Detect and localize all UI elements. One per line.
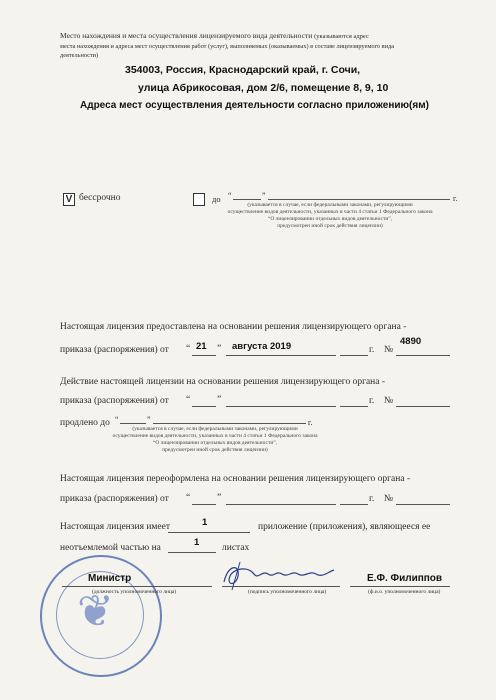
signer-position: Министр	[88, 573, 132, 584]
address-line2: улица Абрикосовая, дом 2/6, помещение 8, 9, 10	[138, 82, 389, 94]
name-caption: (ф.и.о. уполномоченного лица)	[368, 589, 441, 595]
reissue-month-line	[226, 504, 336, 505]
grant-number-label: №	[384, 345, 394, 355]
extended-date-line	[153, 423, 306, 424]
name-line	[350, 586, 450, 587]
address-label-line1	[60, 31, 369, 41]
grant-number: 4890	[400, 336, 422, 347]
handwritten-signature	[218, 560, 348, 592]
suspension-note: (указывается в случае, если федеральными законами, регулирующими осуществление видов деятельности, указанных в части 4 статьи 1 Федерального закона “О лицензировании отдельных видов деятельности”, предусмотрен иной срок действия лицензии)	[112, 426, 318, 453]
grant-month-year: августа 2019	[232, 341, 292, 352]
until-date-line	[268, 199, 450, 200]
suspension-day-line	[192, 406, 216, 407]
suspension-year-suffix: г.	[369, 396, 375, 406]
suspension-line1: Действие настоящей лицензии на основании решения лицензирующего органа -	[60, 377, 386, 387]
address-line3: Адреса мест осуществления деятельности согласно приложению(ям)	[80, 100, 429, 111]
appendix-line1-suffix: приложение (приложения), являющееся ее	[258, 522, 431, 532]
appendix-line1-prefix: Настоящая лицензия имеет	[60, 522, 171, 532]
signer-name: Е.Ф. Филиппов	[367, 573, 443, 584]
appendix-line2-suffix: листах	[222, 543, 250, 553]
reissue-order-prefix: приказа (распоряжения) от	[60, 494, 169, 504]
grant-number-line	[396, 355, 450, 356]
extended-year-suffix: г.	[308, 418, 313, 427]
grant-year-suffix: г.	[369, 345, 375, 355]
extended-quote-open: “	[115, 415, 119, 424]
address-label-line3: деятельности)	[60, 52, 99, 59]
extended-label: продлено до	[60, 418, 110, 428]
until-checkbox[interactable]	[193, 193, 205, 206]
until-day-line	[233, 199, 261, 200]
until-label: до	[212, 194, 221, 204]
until-year-suffix: г.	[453, 194, 458, 203]
until-quote-close: ”	[262, 191, 266, 200]
reissue-quote-close: ”	[217, 493, 222, 503]
address-label-line2: места нахождения и адреса мест осуществления работ (услуг), выполняемых (оказываемых) в составе лицензируемого вида	[60, 43, 394, 50]
checkbox-check-icon: V	[65, 194, 73, 205]
term-note: (указывается в случае, если федеральными законами, регулирующими осуществление видов деятельности, указанных в части 4 статьи 1 Федерального закона “О лицензировании отдельных видов деятельности”, предусмотрен иной срок действия лицензии)	[227, 202, 433, 229]
address-label-main: Место нахождения и места осуществления лицензируемого вида деятельности	[60, 31, 313, 40]
grant-line1: Настоящая лицензия предоставлена на основании решения лицензирующего органа -	[60, 322, 407, 332]
extended-day-line	[120, 423, 146, 424]
sheet-count-line	[168, 552, 216, 553]
indefinite-checkbox[interactable]	[63, 193, 75, 206]
sheet-count: 1	[194, 537, 200, 548]
indefinite-label: бессрочно	[79, 193, 121, 203]
grant-quote-open: “	[186, 344, 191, 354]
reissue-line1: Настоящая лицензия переоформлена на основании решения лицензирующего органа -	[60, 474, 411, 484]
reissue-year-suffix: г.	[369, 494, 375, 504]
signature-caption: (подпись уполномоченного лица)	[248, 589, 327, 595]
suspension-quote-open: “	[186, 395, 191, 405]
appendix-count-line	[168, 532, 250, 533]
grant-day: 21	[196, 341, 207, 352]
reissue-number-label: №	[384, 494, 394, 504]
coat-of-arms-icon: ❦	[77, 586, 114, 637]
suspension-number-line	[396, 406, 450, 407]
grant-order-prefix: приказа (распоряжения) от	[60, 345, 169, 355]
grant-quote-close: ”	[217, 344, 222, 354]
reissue-quote-open: “	[186, 493, 191, 503]
suspension-month-line	[226, 406, 336, 407]
signature-line	[222, 586, 340, 587]
grant-day-line	[192, 355, 216, 356]
extended-quote-close: ”	[147, 415, 151, 424]
reissue-year-line	[340, 504, 368, 505]
position-line	[62, 586, 212, 587]
suspension-number-label: №	[384, 396, 394, 406]
address-line1: 354003, Россия, Краснодарский край, г. Сочи,	[125, 64, 361, 76]
suspension-quote-close: ”	[217, 395, 222, 405]
suspension-order-prefix: приказа (распоряжения) от	[60, 396, 169, 406]
appendix-line2-prefix: неотъемлемой частью на	[60, 543, 161, 553]
grant-year-line	[340, 355, 368, 356]
position-caption: (должность уполномоченного лица)	[92, 589, 177, 595]
reissue-number-line	[396, 504, 450, 505]
suspension-year-line	[340, 406, 368, 407]
appendix-count: 1	[202, 517, 208, 528]
until-quote-open: “	[228, 191, 232, 200]
reissue-day-line	[192, 504, 216, 505]
address-label-note: (указываются адрес	[314, 33, 369, 40]
grant-month-line	[226, 355, 336, 356]
